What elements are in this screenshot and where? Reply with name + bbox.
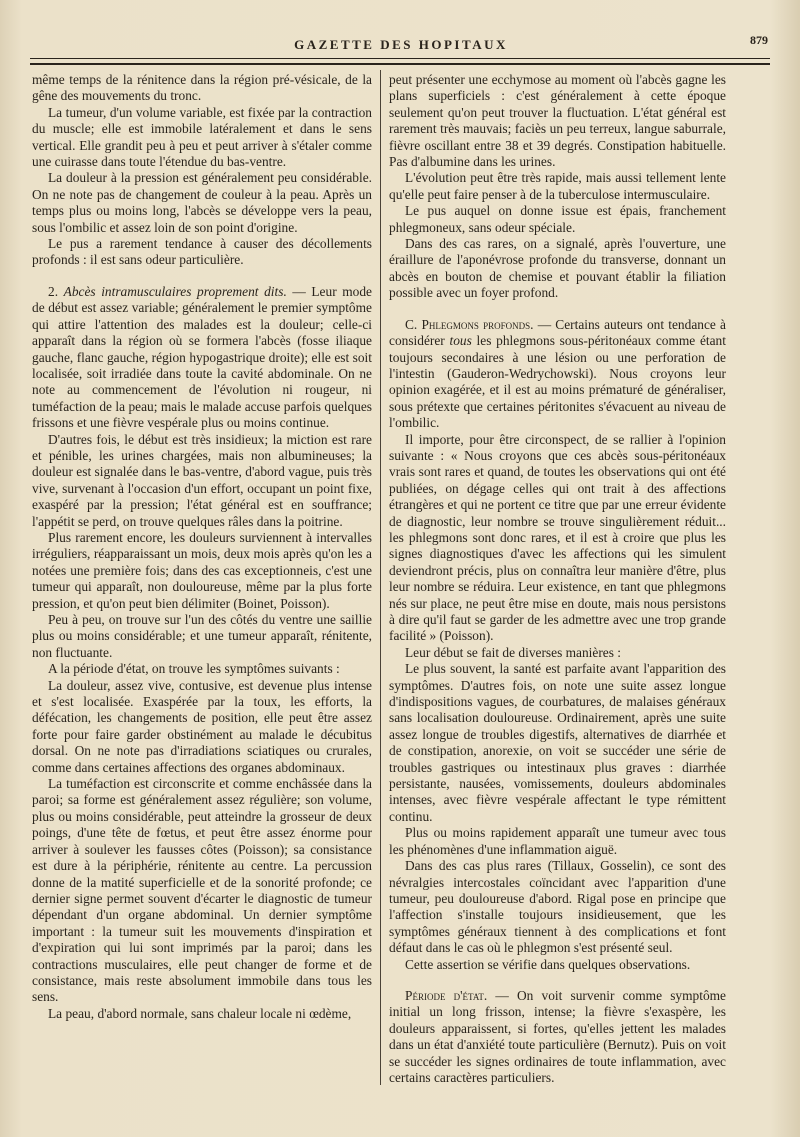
paragraph: Dans des cas plus rares (Tillaux, Gosselin), ce sont des névralgies intercostales coïncidant avec l'apparition d'une tumeur, peu douloureuse d'abord. Rigal pose en principe que l'affection s'installe toujours insidieusement, que les symptômes généraux tiennent à des complications et font défaut dans le cas où le phlegmon s'est présenté seul. (389, 858, 726, 956)
page-header (30, 33, 772, 55)
section-paragraph (389, 988, 726, 1086)
paragraph: La tuméfaction est circonscrite et comme enchâssée dans la paroi; sa forme est généralement assez régulière; son volume, plus ou moins considérable, peut atteindre la grosseur de deux poings, d'une tête de fœtus, et peut être assez énorme pour arriver à soulever les fausses côtes (Poisson); sa consistance est dure à la périphérie, rénitente au centre. La percussion donne de la matité superficielle et de la sonorité profonde; ce dernier signe permet souvent d'écarter le diagnostic de tumeur dépendant d'un organe abdominal. Un dernier symptôme important : la tumeur suit les mouvements d'inspiration et d'expiration qui lui sont imprimés par la paroi; dans les contractions musculaires, elle peut changer de forme et de consistance, mais reste absolument immobile dans tous les sens. (32, 776, 372, 1005)
paragraph: La peau, d'abord normale, sans chaleur locale ni œdème, (48, 1005, 352, 1021)
section-paragraph (389, 317, 726, 432)
header-rule-thin (30, 58, 770, 59)
paragraph: Le pus a rarement tendance à causer des décollements profonds : il est sans odeur particulière. (32, 236, 372, 268)
paragraph: Le pus auquel on donne issue est épais, franchement phlegmoneux, sans odeur spéciale. (389, 203, 726, 235)
paragraph: Plus rarement encore, les douleurs surviennent à intervalles irréguliers, réapparaissant un mois, deux mois après qu'on les a notées une première fois; dans des cas exceptionneis, c'est une tumeur qui apparaît, non douloureuse, même par la plus forte pression, et qu'on peut bien délimiter (Boinet, Poisson). (32, 529, 372, 611)
paragraph: D'autres fois, le début est très insidieux; la miction est rare et pénible, les urines chargées, mais non albumineuses; la douleur est signalée dans le bas-ventre, d'abord vague, puis très vive, survenant à l'occasion d'un effort, occupant un point fixe, exaspéré par la pression; l'état général est en souffrance; l'appétit se perd, on trouve quelques râles dans la poitrine. (32, 431, 372, 529)
right-column (389, 72, 726, 1086)
paragraph: A la période d'état, on trouve les symptômes suivants : (48, 661, 340, 677)
section-number: 2. (48, 283, 59, 299)
paragraph: même temps de la rénitence dans la région pré-vésicale, de la gêne des mouvements du tronc. (32, 72, 372, 104)
section-paragraph (32, 284, 372, 432)
paragraph: Cette assertion se vérifie dans quelques observations. (405, 956, 691, 972)
section-text: les phlegmons sous-péritonéaux comme étant toujours secondaires à une lésion ou une perforation de l'intestin (Gauderon-Wedrychowski). Nous croyons leur opinion exagérée, et il est au moins prématuré de généraliser, sous prétexte que certaines péritonites s'évacuent au niveau de l'ombilic. (389, 333, 726, 431)
paragraph: La douleur à la pression est généralement peu considérable. On ne note pas de changement de couleur à la peau. Après un temps plus ou moins long, l'abcès se développe vers la peau, sous l'ombilic et assez loin de son point d'origine. (32, 170, 372, 235)
paragraph: Plus ou moins rapidement apparaît une tumeur avec tous les phénomènes d'une inflammation aiguë. (389, 825, 726, 857)
paragraph: Il importe, pour être circonspect, de se rallier à l'opinion suivante : « Nous croyons que ces abcès sous-péritonéaux vrais sont rares et quand, de toutes les observations qui ont été publiées, on dégage celles qui ont trait à des affections étrangères et qui ne portent ce titre que par une erreur évidente de diagnostic, leur nombre se trouve singulièrement réduit... les phlegmons sont donc rares, et il est à croire que plus les signes diagnostiques d'avec les affections qui les simulent deviendront précis, plus on connaîtra leur manière d'être, plus leur nombre se réduira. Leur existence, en tant que phlegmons nés sur place, ne peut être mise en doute, mais nous persistons à dire qu'il faut se garder de les admettre avec une trop grande facilité » (Poisson). (389, 431, 726, 644)
paragraph: L'évolution peut être très rapide, mais aussi tellement lente qu'elle peut faire penser à de la tuberculose intermusculaire. (389, 170, 726, 202)
left-column (32, 72, 372, 1022)
header-rule-thick (30, 63, 770, 65)
paragraph: La tumeur, d'un volume variable, est fixée par la contraction du muscle; elle est immobile latéralement et dans le sens vertical. Elle grandit peu à peu et peut arriver à s'étaler comme une cuirasse dans toute l'étendue du bas-ventre. (32, 104, 372, 170)
column-divider (380, 70, 381, 1085)
emphasis: tous (449, 333, 472, 349)
section-text: — Certains auteurs ont tendance à considérer (389, 316, 726, 349)
section-text: — Leur mode de début est assez variable; généralement le premier symptôme qui attire l'attention des malades est la douleur; celle-ci apparaît dans la région où se formera l'abcès (fosse iliaque gauche, flanc gauche, région hypogastrique droite); elle est soit localisée, soit irradiée dans toute la cavité abdominale. On ne note au commencement de l'évolution ni rougeur, ni tuméfaction de la peau; mais le malade accuse parfois quelques frissons et une fièvre vespérale plus ou moins continue. (32, 283, 372, 431)
section-text: — On voit survenir comme symptôme initial un long frisson, intense; la fièvre s'exaspère, les douleurs apparaissent, si fortes, qu'elles jettent les malades dans un état d'anxiété toute particulière (Bernutz). Puis on voit se succéder les signes ordinaires de toute inflammation, avec certains caractères particuliers. (389, 987, 726, 1085)
section-heading: Abcès intramusculaires proprement dits. (63, 283, 287, 299)
page-number: 879 (750, 33, 768, 47)
paragraph: Le plus souvent, la santé est parfaite avant l'apparition des symptômes. D'autres fois, on note une suite assez longue d'indispositions vagues, de courbatures, de malaises généraux sans localisation douloureuse. Ordinairement, après une suite assez longue de troubles digestifs, alternatives de diarrhée et de constipation, anorexie, on voit se succéder une série de troubles gastriques ou intestinaux plus graves : diarrhée persistante, nausées, vomissements, douleurs abdominales intenses, avec fièvre vespérale affectant le type rémittent continu. (389, 661, 726, 824)
paragraph: peut présenter une ecchymose au moment où l'abcès gagne les plans superficiels : c'est généralement à cette époque seulement qu'on peut trouver la fluctuation. L'état général est rarement très mauvais; faciès un peu terreux, langue saburrale, fièvre oscillant entre 38 et 39 degrés. Constipation habituelle. Pas d'albumine dans les urines. (389, 72, 726, 170)
section-heading: Période d'état. (405, 987, 488, 1003)
section-heading: C. Phlegmons profonds. (405, 316, 534, 332)
paragraph: Leur début se fait de diverses manières : (405, 644, 622, 660)
paragraph: Dans des cas rares, on a signalé, après l'ouverture, une éraillure de l'aponévrose profonde du transverse, donnant un abcès en bouton de chemise et pouvant établir la filiation possible avec un foyer profond. (389, 236, 726, 301)
paragraph: La douleur, assez vive, contusive, est devenue plus intense et s'est localisée. Exaspérée par la toux, les efforts, la défécation, les changements de position, elle peut être assez forte pour faire garder obstinément au malade le décubitus dorsal. On ne note pas d'irradiations sciatiques ou crurales, comme dans certaines affections des organes abdominaux. (32, 677, 372, 775)
journal-title: GAZETTE DES HOPITAUX (294, 37, 508, 52)
paragraph: Peu à peu, on trouve sur l'un des côtés du ventre une saillie plus ou moins considérable; et une tumeur apparaît, rénitente, non fluctuante. (32, 612, 372, 660)
